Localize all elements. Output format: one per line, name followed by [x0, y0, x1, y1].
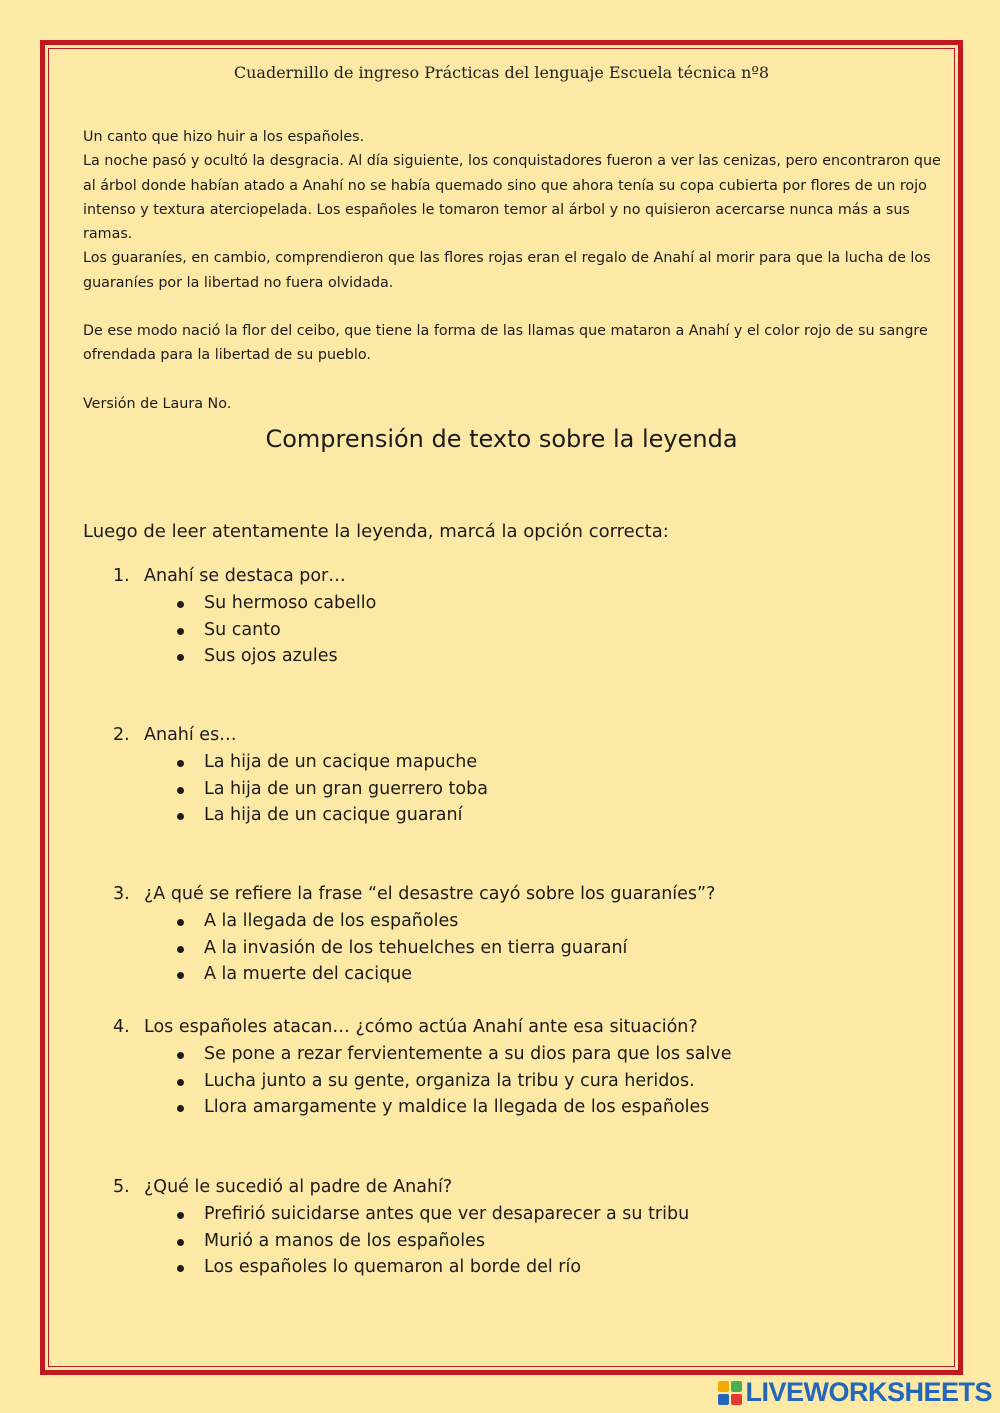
logo-text: LIVEWORKSHEETS	[745, 1377, 992, 1407]
answer-option[interactable]: La hija de un gran guerrero toba	[113, 776, 488, 803]
document-header: Cuadernillo de ingreso Prácticas del lenguaje Escuela técnica nº8	[233, 63, 770, 82]
question-text: ¿A qué se refiere la frase “el desastre cayó sobre los guaraníes”?	[144, 884, 716, 904]
answer-option[interactable]: Prefirió suicidarse antes que ver desaparecer a su tribu	[113, 1201, 689, 1228]
legend-passage	[83, 125, 945, 416]
passage-paragraph: Los guaraníes, en cambio, comprendieron que las flores rojas eran el regalo de Anahí al morir para que la lucha de los guaraníes por la libertad no fuera olvidada.	[83, 250, 931, 291]
question-number: 3.	[113, 884, 130, 904]
passage-credit: Versión de Laura No.	[83, 395, 232, 412]
answer-option[interactable]: A la invasión de los tehuelches en tierra guaraní	[113, 935, 715, 962]
question-1	[113, 563, 376, 670]
page-border	[40, 40, 963, 1375]
question-number: 5.	[113, 1177, 130, 1197]
answer-option[interactable]: Llora amargamente y maldice la llegada de los españoles	[113, 1094, 731, 1121]
passage-paragraph: La noche pasó y ocultó la desgracia. Al día siguiente, los conquistadores fueron a ver las cenizas, pero encontraron que al árbol donde habían atado a Anahí no se había quemado sino que ahora tenía su copa cubierta por flores de un rojo intenso y textura aterciopelada. Los españoles le tomaron temor al árbol y no quisieron acercarse nunca más a sus ramas.	[83, 153, 941, 243]
answer-option[interactable]: Los españoles lo quemaron al borde del río	[113, 1254, 689, 1281]
answer-option[interactable]: Su canto	[113, 617, 376, 644]
question-number: 2.	[113, 725, 130, 745]
answer-option[interactable]: Murió a manos de los españoles	[113, 1228, 689, 1255]
answer-option[interactable]: Se pone a rezar fervientemente a su dios para que los salve	[113, 1041, 731, 1068]
answer-option[interactable]: La hija de un cacique mapuche	[113, 749, 488, 776]
question-3	[113, 881, 715, 988]
question-4	[113, 1014, 731, 1121]
answer-option[interactable]: Lucha junto a su gente, organiza la tribu y cura heridos.	[113, 1068, 731, 1095]
answer-option[interactable]: A la muerte del cacique	[113, 961, 715, 988]
question-number: 1.	[113, 566, 130, 586]
answer-option[interactable]: Su hermoso cabello	[113, 590, 376, 617]
passage-paragraph: De ese modo nació la flor del ceibo, que tiene la forma de las llamas que mataron a Anahí y el color rojo de su sangre ofrendada para la libertad de su pueblo.	[83, 323, 928, 364]
question-text: Los españoles atacan… ¿cómo actúa Anahí ante esa situación?	[144, 1017, 698, 1037]
question-5	[113, 1174, 689, 1281]
section-title: Comprensión de texto sobre la leyenda	[265, 425, 738, 453]
question-text: ¿Qué le sucedió al padre de Anahí?	[144, 1177, 453, 1197]
instructions: Luego de leer atentamente la leyenda, marcá la opción correcta:	[83, 521, 669, 542]
question-number: 4.	[113, 1017, 130, 1037]
liveworksheets-logo-icon	[718, 1381, 742, 1405]
passage-line: Un canto que hizo huir a los españoles.	[83, 129, 365, 145]
question-2	[113, 722, 488, 829]
answer-option[interactable]: A la llegada de los españoles	[113, 908, 715, 935]
question-text: Anahí es…	[144, 725, 237, 745]
liveworksheets-logo[interactable]	[718, 1377, 992, 1408]
answer-option[interactable]: Sus ojos azules	[113, 643, 376, 670]
question-text: Anahí se destaca por…	[144, 566, 346, 586]
answer-option[interactable]: La hija de un cacique guaraní	[113, 802, 488, 829]
